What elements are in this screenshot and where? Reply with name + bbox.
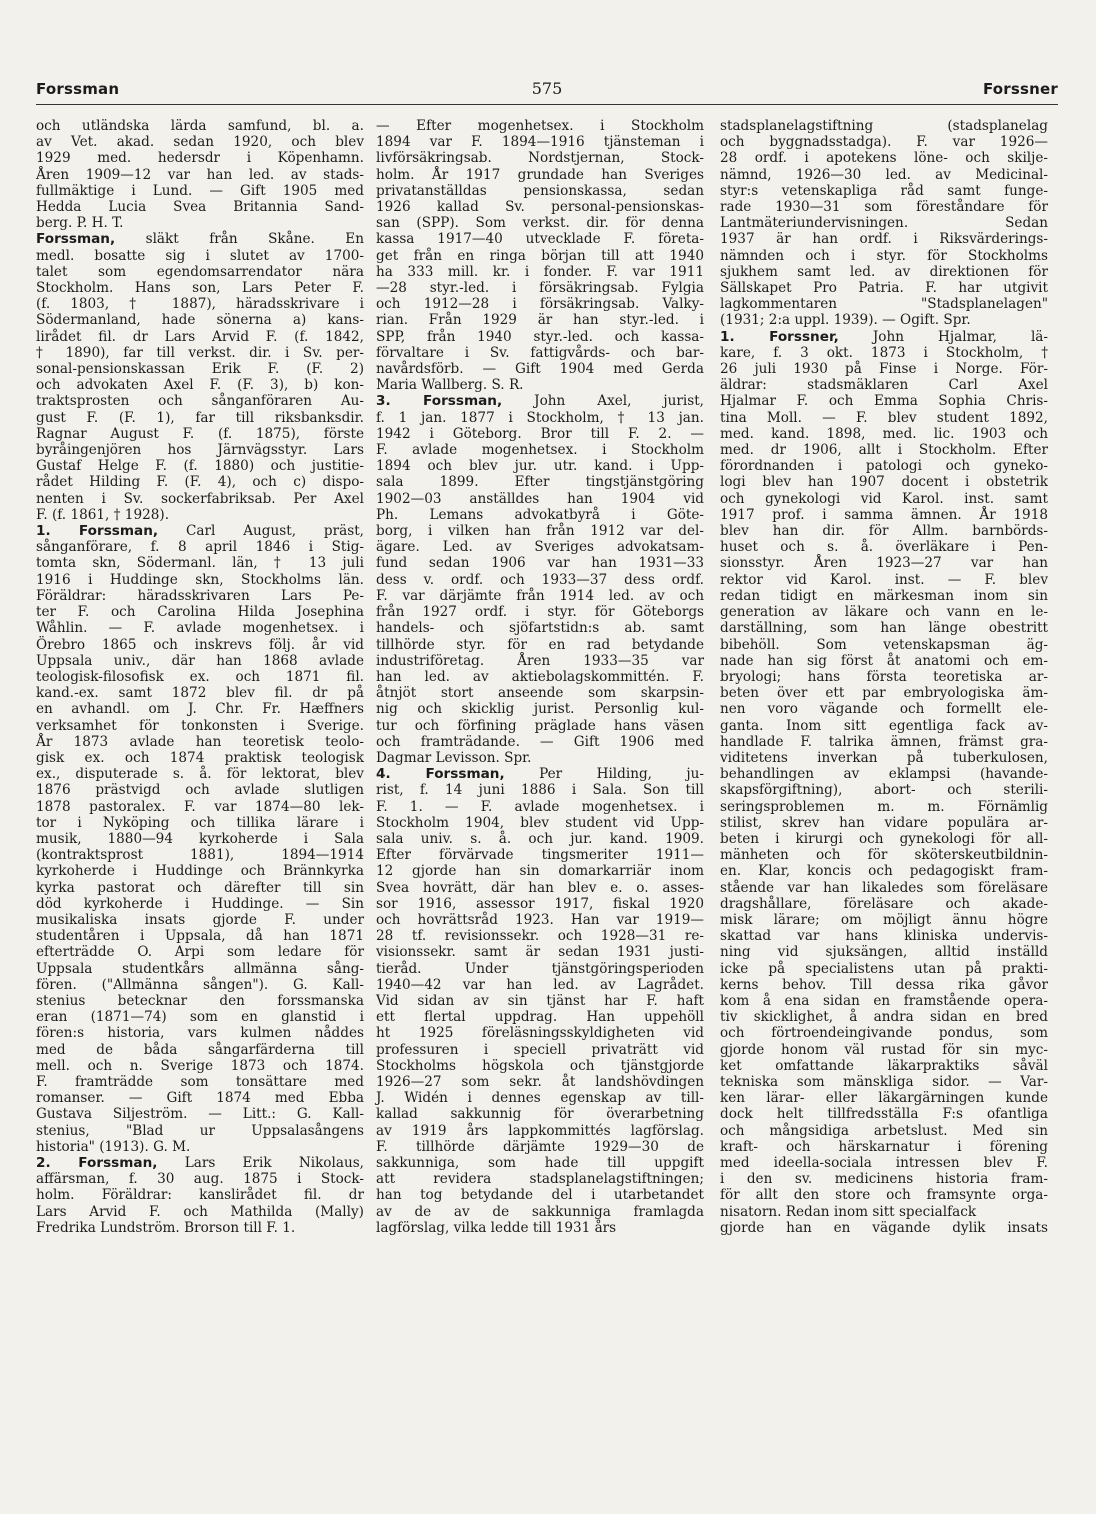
text-line: (kontraktsprost 1881), 1894—1914 bbox=[36, 847, 364, 864]
text-line: i den sv. medicinens historia fram- bbox=[720, 1171, 1048, 1188]
text-line: teologisk-filosofisk ex. och 1871 fil. bbox=[36, 668, 364, 685]
text-line: 4. Forssman, Per Hilding, ju- bbox=[376, 766, 704, 783]
text-line: sjukhem samt led. av direktionen för bbox=[720, 263, 1048, 280]
text-line: misk lärare; om möjligt ännu högre bbox=[720, 911, 1048, 928]
text-line: rian. Från 1929 är han styr.-led. i bbox=[376, 312, 704, 329]
text-line: stenius, "Blad ur Uppsalasångens bbox=[36, 1122, 364, 1139]
text-line: eran (1871—74) som en glanstid i bbox=[36, 1009, 364, 1026]
text-line: 1929 med. hedersdr i Köpenhamn. bbox=[36, 150, 364, 167]
text-line: fören:s historia, vars kulmen nåddes bbox=[36, 1025, 364, 1042]
column-3 bbox=[720, 118, 1048, 1236]
text-line: ken lärar- eller läkargärningen kunde bbox=[720, 1090, 1048, 1107]
text-line: visionssekr. samt är sedan 1931 justi- bbox=[376, 944, 704, 961]
text-line: kare, f. 3 okt. 1873 i Stockholm, † bbox=[720, 344, 1048, 361]
text-line: ning vid sjuksängen, alltid inställd bbox=[720, 944, 1048, 961]
text-line: Efter förvärvade tingsmeriter 1911— bbox=[376, 847, 704, 864]
text-line: handlade F. talrika ämnen, främst gra- bbox=[720, 733, 1048, 750]
text-line: Södermanland, hade sönerna a) kans- bbox=[36, 312, 364, 329]
text-line: F. 1. — F. avlade mogenhetsex. i bbox=[376, 798, 704, 815]
text-line: livförsäkringsab. Nordstjernan, Stock- bbox=[376, 150, 704, 167]
text-line: sala univ. s. å. och jur. kand. 1909. bbox=[376, 830, 704, 847]
text-line: Gustava Siljeström. — Litt.: G. Kall- bbox=[36, 1106, 364, 1123]
text-line: Svea hovrätt, där han blev e. o. asses- bbox=[376, 879, 704, 896]
running-head-left: Forssman bbox=[36, 80, 120, 98]
text-line: icke på specialistens utan på prakti- bbox=[720, 960, 1048, 977]
text-line: Fredrika Lundström. Brorson till F. 1. bbox=[36, 1219, 296, 1236]
text-line: Lars Arvid F. och Mathilda (Mally) bbox=[36, 1203, 364, 1220]
text-line: en. Klar, koncis och pedagogiskt fram- bbox=[720, 863, 1048, 880]
running-head-right: Forssner bbox=[982, 80, 1058, 98]
text-line: 3. Forssman, John Axel, jurist, bbox=[376, 393, 704, 410]
text-line: professuren i speciell privaträtt vid bbox=[376, 1041, 704, 1058]
text-line: F. tillhörde därjämte 1929—30 de bbox=[376, 1138, 704, 1155]
text-line: nen voro vägande och formellt ele- bbox=[720, 701, 1048, 718]
text-line: ha 333 mill. kr. i fonder. F. var 1911 bbox=[376, 263, 704, 280]
text-line: och byggnadsstadga). F. var 1926— bbox=[720, 134, 1048, 151]
text-line: och hovrättsråd 1923. Han var 1919— bbox=[376, 911, 704, 928]
text-line: beten i kirurgi och gynekologi för all- bbox=[720, 830, 1048, 847]
text-line: och advokaten Axel F. (F. 3), b) kon- bbox=[36, 377, 364, 394]
text-line: Åren 1909—12 var han led. av stads- bbox=[36, 166, 364, 183]
text-line: kerns behov. Till dessa rika gåvor bbox=[720, 976, 1048, 993]
text-line: tieråd. Under tjänstgöringsperioden bbox=[376, 960, 704, 977]
text-line: Stockholms högskola och tjänstgjorde bbox=[376, 1057, 704, 1074]
text-line: musik, 1880—94 kyrkoherde i Sala bbox=[36, 830, 364, 847]
text-line: förvaltare i Sv. fattigvårds- och bar- bbox=[376, 344, 704, 361]
text-line: Stockholm. Hans son, Lars Peter F. bbox=[36, 280, 364, 297]
text-line: fören. ("Allmänna sången"). G. Kall- bbox=[36, 976, 364, 993]
text-line: behandlingen av eklampsi (havande- bbox=[720, 766, 1048, 783]
text-line: dock helt tillfredsställa F:s ofantliga bbox=[720, 1106, 1048, 1123]
text-line: mänheten och för sköterskeutbildnin- bbox=[720, 847, 1048, 864]
text-line: darställning, som han länge obestritt bbox=[720, 620, 1048, 637]
text-line: Forssman, släkt från Skåne. En bbox=[36, 231, 364, 248]
text-line: huset och s. å. överläkare i Pen- bbox=[720, 539, 1048, 556]
text-line: 1916 i Huddinge skn, Stockholms län. bbox=[36, 571, 364, 588]
text-line: med ideella-sociala intressen blev F. bbox=[720, 1155, 1048, 1171]
text-line: studentåren i Uppsala, då han 1871 bbox=[36, 928, 364, 945]
text-line: privatanställdas pensionskassa, sedan bbox=[376, 182, 704, 199]
text-line: kraft- och härskarnatur i förening bbox=[720, 1138, 1048, 1155]
text-line: och 1912—28 i försäkringsab. Valky- bbox=[376, 296, 704, 313]
text-line: stående var han likaledes som föreläsare bbox=[720, 879, 1048, 896]
text-line: och framträdande. — Gift 1906 med bbox=[376, 733, 704, 750]
text-line: tekniska som mänskliga sidor. — Var- bbox=[720, 1073, 1048, 1090]
text-line: gust F. (F. 1), far till riksbanksdir. bbox=[36, 409, 364, 426]
text-line: 1878 pastoralex. F. var 1874—80 lek- bbox=[36, 798, 364, 815]
text-line: 1926—27 som sekr. åt landshövdingen bbox=[376, 1073, 704, 1090]
header-rule bbox=[36, 104, 1058, 105]
text-line: 28 ordf. i apotekens löne- och skilje- bbox=[720, 150, 1048, 167]
text-line: ganta. Inom sitt egentliga fack av- bbox=[720, 717, 1048, 734]
text-line: stilist, skrev han vidare populära ar- bbox=[720, 814, 1048, 831]
text-line: 1917 prof. i samma ämnen. År 1918 bbox=[720, 506, 1048, 523]
text-line: rådet Hilding F. (F. 4), och c) dispo- bbox=[36, 474, 364, 491]
text-line: tiv skicklighet, å andra sidan en bred bbox=[720, 1009, 1048, 1026]
text-line: dess v. ordf. och 1933—37 dess ordf. bbox=[376, 571, 704, 588]
text-line: Örebro 1865 och inskrevs följ. år vid bbox=[36, 636, 364, 653]
text-line: från 1927 ordf. i styr. för Göteborgs bbox=[376, 604, 704, 621]
text-line: holm. Föräldrar: kanslirådet fil. dr bbox=[36, 1187, 364, 1204]
text-line: Uppsala studentkårs allmänna sång- bbox=[36, 960, 364, 977]
text-line: skattad var hans kliniska undervis- bbox=[720, 928, 1048, 945]
text-line: Ragnar August F. (f. 1875), förste bbox=[36, 425, 364, 442]
text-line: (f. 1803, † 1887), häradsskrivare i bbox=[36, 296, 364, 313]
text-line: kyrka pastorat och därefter till sin bbox=[36, 879, 364, 896]
text-line: mell. och n. Sverige 1873 och 1874. bbox=[36, 1057, 364, 1074]
text-line: sånganförare, f. 8 april 1846 i Stig- bbox=[36, 539, 364, 556]
text-line: † 1890), far till verkst. dir. i Sv. per- bbox=[36, 344, 364, 361]
text-line: — Efter mogenhetsex. i Stockholm bbox=[376, 118, 704, 134]
text-line: logi blev han 1907 docent i obstetrik bbox=[720, 474, 1048, 491]
text-line: rektor vid Karol. inst. — F. blev bbox=[720, 571, 1048, 588]
text-line: nig och skicklig jurist. Personlig kul- bbox=[376, 701, 704, 718]
text-line: handels- och sjöfartstidn:s ab. samt bbox=[376, 620, 704, 637]
text-line: talet som egendomsarrendator nära bbox=[36, 263, 364, 280]
text-line: ägare. Led. av Sveriges advokatsam- bbox=[376, 539, 704, 556]
text-line: —28 styr.-led. i försäkringsab. Fylgia bbox=[376, 280, 704, 297]
text-line: seringsproblemen m. m. Förnämlig bbox=[720, 798, 1048, 815]
text-line: med. kand. 1898, med. lic. 1903 och bbox=[720, 425, 1048, 442]
text-line: 1942 i Göteborg. Bror till F. 2. — bbox=[376, 425, 704, 442]
text-line: nenten i Sv. sockerfabriksab. Per Axel bbox=[36, 490, 364, 507]
text-line: Föräldrar: häradsskrivaren Lars Pe- bbox=[36, 587, 364, 604]
text-line: musikaliska insats gjorde F. under bbox=[36, 911, 364, 928]
text-line: 1894 var F. 1894—1916 tjänsteman i bbox=[376, 134, 704, 151]
text-line: 1940—42 var han led. av Lagrådet. bbox=[376, 976, 704, 993]
text-line: get från en ringa början till att 1940 bbox=[376, 247, 704, 264]
text-line: fullmäktige i Lund. — Gift 1905 med bbox=[36, 182, 364, 199]
text-line: 1894 och blev jur. utr. kand. i Upp- bbox=[376, 458, 704, 475]
text-line: gisk ex. och 1874 praktisk teologisk bbox=[36, 749, 364, 766]
text-line: 1902—03 anställdes han 1904 vid bbox=[376, 490, 704, 507]
text-line: 26 juli 1930 på Finse i Norge. För- bbox=[720, 361, 1048, 378]
text-line: stenius betecknar den forssmanska bbox=[36, 992, 364, 1009]
text-line: 1. Forssman, Carl August, präst, bbox=[36, 523, 364, 540]
text-line: bryologi; hans första teoretiska ar- bbox=[720, 668, 1048, 685]
text-line: ket omfattande läkarpraktiks såväl bbox=[720, 1057, 1048, 1074]
text-line: tillhörde styr. för en rad betydande bbox=[376, 636, 704, 653]
text-line: förordnanden i patologi och gyneko- bbox=[720, 458, 1048, 475]
text-line: lirådet fil. dr Lars Arvid F. (f. 1842, bbox=[36, 328, 364, 345]
text-line: sionsstyr. Åren 1923—27 var han bbox=[720, 555, 1048, 572]
text-line: med de båda sångarfärderna till bbox=[36, 1041, 364, 1058]
text-line: sakkunniga, som hade till uppgift bbox=[376, 1155, 704, 1171]
text-line: historia" (1913). G. M. bbox=[36, 1138, 191, 1155]
text-line: med. dr 1906, allt i Stockholm. Efter bbox=[720, 442, 1048, 459]
text-line: borg, i vilken han från 1912 var del- bbox=[376, 523, 704, 540]
text-line: F. (f. 1861, † 1928). bbox=[36, 506, 170, 523]
text-line: F. framträdde som tonsättare med bbox=[36, 1073, 364, 1090]
text-line: rade 1930—31 som föreståndare för bbox=[720, 199, 1048, 216]
text-line: av Vet. akad. sedan 1920, och blev bbox=[36, 134, 364, 151]
text-line: berg. P. H. T. bbox=[36, 215, 124, 232]
text-line: traktsprosten och sånganföraren Au- bbox=[36, 393, 364, 410]
text-line: tomta skn, Södermanl. län, † 13 juli bbox=[36, 555, 364, 572]
text-line: dragshållare, föreläsare och akade- bbox=[720, 895, 1048, 912]
text-line: kom å ena sidan en framstående opera- bbox=[720, 992, 1048, 1009]
text-line: sonal-pensionskassan Erik F. (F. 2) bbox=[36, 361, 364, 378]
text-line: verksamhet för tonkonsten i Sverige. bbox=[36, 717, 364, 734]
text-line: År 1873 avlade han teoretisk teolo- bbox=[36, 733, 364, 750]
text-line: en avhandl. om J. Chr. Fr. Hæffners bbox=[36, 701, 364, 718]
text-line: F. avlade mogenhetsex. i Stockholm bbox=[376, 442, 704, 459]
text-line: styr:s vetenskapliga råd samt funge- bbox=[720, 182, 1048, 199]
text-line: Stockholm 1904, blev student vid Upp- bbox=[376, 814, 704, 831]
text-line: ett flertal uppdrag. Han uppehöll bbox=[376, 1009, 704, 1026]
text-line: viditetens inverkan på tuberkulosen, bbox=[720, 749, 1048, 766]
text-line: industriföretag. Åren 1933—35 var bbox=[376, 652, 704, 669]
text-line: (1931; 2:a uppl. 1939). — Ogift. Spr. bbox=[720, 312, 971, 329]
text-line: stadsplanelagstiftning (stadsplanelag bbox=[720, 118, 1048, 134]
column-2 bbox=[376, 118, 704, 1236]
text-line: äldrar: stadsmäklaren Carl Axel bbox=[720, 377, 1048, 394]
text-line: 12 gjorde han sin domarkarriär inom bbox=[376, 863, 704, 880]
text-line: nisatorn. Redan inom sitt specialfack bbox=[720, 1203, 977, 1220]
text-line: Wåhlin. — F. avlade mogenhetsex. i bbox=[36, 620, 364, 637]
text-line: åtnjöt stort anseende som skarpsin- bbox=[376, 685, 704, 702]
text-line: efterträdde O. Arpi som ledare för bbox=[36, 944, 364, 961]
text-line: Gustaf Helge F. (f. 1880) och justitie- bbox=[36, 458, 364, 475]
text-line: 1937 är han ordf. i Riksvärderings- bbox=[720, 231, 1048, 248]
text-line: tor i Nyköping och tillika lärare i bbox=[36, 814, 364, 831]
text-line: redan tidigt en märkesman inom sin bbox=[720, 587, 1048, 604]
text-line: skapsförgiftning), abort- och sterili- bbox=[720, 782, 1048, 799]
text-line: medl. bosatte sig i slutet av 1700- bbox=[36, 247, 364, 264]
text-line: Hedda Lucia Svea Britannia Sand- bbox=[36, 199, 364, 216]
text-line: fund sedan 1906 var han 1931—33 bbox=[376, 555, 704, 572]
text-line: romanser. — Gift 1874 med Ebba bbox=[36, 1090, 364, 1107]
text-line: rist, f. 14 juni 1886 i Sala. Son till bbox=[376, 782, 704, 799]
text-line: kyrkoherde i Huddinge och Brännkyrka bbox=[36, 863, 364, 880]
text-line: att revidera stadsplanelagstiftningen; bbox=[376, 1171, 704, 1188]
text-line: ht 1925 föreläsningsskyldigheten vid bbox=[376, 1025, 704, 1042]
text-line: död kyrkoherde i Huddinge. — Sin bbox=[36, 895, 364, 912]
text-line: kassa 1917—40 utvecklade F. företa- bbox=[376, 231, 704, 248]
text-line: och utländska lärda samfund, bl. a. bbox=[36, 118, 364, 134]
column-1 bbox=[36, 118, 364, 1236]
text-line: f. 1 jan. 1877 i Stockholm, † 13 jan. bbox=[376, 409, 704, 426]
text-line: navårdsförb. — Gift 1904 med Gerda bbox=[376, 361, 704, 378]
text-line: J. Widén i dennes egenskap av till- bbox=[376, 1090, 704, 1107]
text-line: Ph. Lemans advokatbyrå i Göte- bbox=[376, 506, 704, 523]
text-line: Uppsala univ., där han 1868 avlade bbox=[36, 652, 364, 669]
text-line: 1926 kallad Sv. personal-pensionskas- bbox=[376, 199, 704, 216]
text-line: F. var därjämte från 1914 led. av och bbox=[376, 587, 704, 604]
text-line: tur och förfining präglade hans väsen bbox=[376, 717, 704, 734]
text-line: generation av läkare och vann en le- bbox=[720, 604, 1048, 621]
text-line: för allt den store och framsynte orga- bbox=[720, 1187, 1048, 1204]
text-line: nade han sig först åt anatomi och em- bbox=[720, 652, 1048, 669]
text-line: affärsman, f. 30 aug. 1875 i Stock- bbox=[36, 1171, 364, 1188]
text-line: Hjalmar F. och Emma Sophia Chris- bbox=[720, 393, 1048, 410]
text-line: han tog betydande del i utarbetandet bbox=[376, 1187, 704, 1204]
text-line: och mångsidiga arbetslust. Med sin bbox=[720, 1122, 1048, 1139]
text-line: beten över ett par embryologiska äm- bbox=[720, 685, 1048, 702]
text-line: SPP, från 1940 styr.-led. och kassa- bbox=[376, 328, 704, 345]
text-line: san (SPP). Som verkst. dir. för denna bbox=[376, 215, 704, 232]
text-line: och gynekologi vid Karol. inst. samt bbox=[720, 490, 1048, 507]
text-line: Dagmar Levisson. Spr. bbox=[376, 749, 532, 766]
text-line: holm. År 1917 grundade han Sveriges bbox=[376, 166, 704, 183]
text-line: lagförslag, vilka ledde till 1931 års bbox=[376, 1219, 617, 1236]
text-line: sor 1916, assessor 1917, fiskal 1920 bbox=[376, 895, 704, 912]
text-line: Lantmäteriundervisningen. Sedan bbox=[720, 215, 1048, 232]
text-line: av 1919 års lappkommittés lagförslag. bbox=[376, 1122, 704, 1139]
text-line: av de av de sakkunniga framlagda bbox=[376, 1203, 704, 1220]
text-line: gjorde honom väl rustad för sin myc- bbox=[720, 1041, 1048, 1058]
text-line: lagkommentaren "Stadsplanelagen" bbox=[720, 296, 1048, 313]
text-line: byråingenjören hos Järnvägsstyr. Lars bbox=[36, 442, 364, 459]
text-line: sala 1899. Efter tingstjänstgöring bbox=[376, 474, 704, 491]
text-line: 2. Forssman, Lars Erik Nikolaus, bbox=[36, 1155, 364, 1171]
page-number: 575 bbox=[531, 79, 563, 98]
text-line: tina Moll. — F. blev student 1892, bbox=[720, 409, 1048, 426]
text-line: 28 tf. revisionssekr. och 1928—31 re- bbox=[376, 928, 704, 945]
text-line: nämnd, 1926—30 led. av Medicinal- bbox=[720, 166, 1048, 183]
text-line: han led. av aktiebolagskommittén. F. bbox=[376, 668, 704, 685]
text-line: nämnden och i styr. för Stockholms bbox=[720, 247, 1048, 264]
text-line: kallad sakkunnig för överarbetning bbox=[376, 1106, 704, 1123]
text-line: bibehöll. Som vetenskapsman äg- bbox=[720, 636, 1048, 653]
text-line: ex., disputerade s. å. för lektorat, blev bbox=[36, 766, 364, 783]
text-line: 1876 prästvigd och avlade slutligen bbox=[36, 782, 364, 799]
text-line: blev han dir. för Allm. barnbörds- bbox=[720, 523, 1048, 540]
text-line: 1. Forssner, John Hjalmar, lä- bbox=[720, 328, 1048, 345]
text-line: och förtroendeingivande pondus, som bbox=[720, 1025, 1048, 1042]
text-line: ter F. och Carolina Hilda Josephina bbox=[36, 604, 364, 621]
text-line: Sällskapet Pro Patria. F. har utgivit bbox=[720, 280, 1048, 297]
text-line: Maria Wallberg. S. R. bbox=[376, 377, 524, 394]
text-line: Vid sidan av sin tjänst har F. haft bbox=[376, 992, 704, 1009]
text-line: gjorde han en vägande dylik insats bbox=[720, 1219, 1048, 1236]
text-line: kand.-ex. samt 1872 blev fil. dr på bbox=[36, 685, 364, 702]
